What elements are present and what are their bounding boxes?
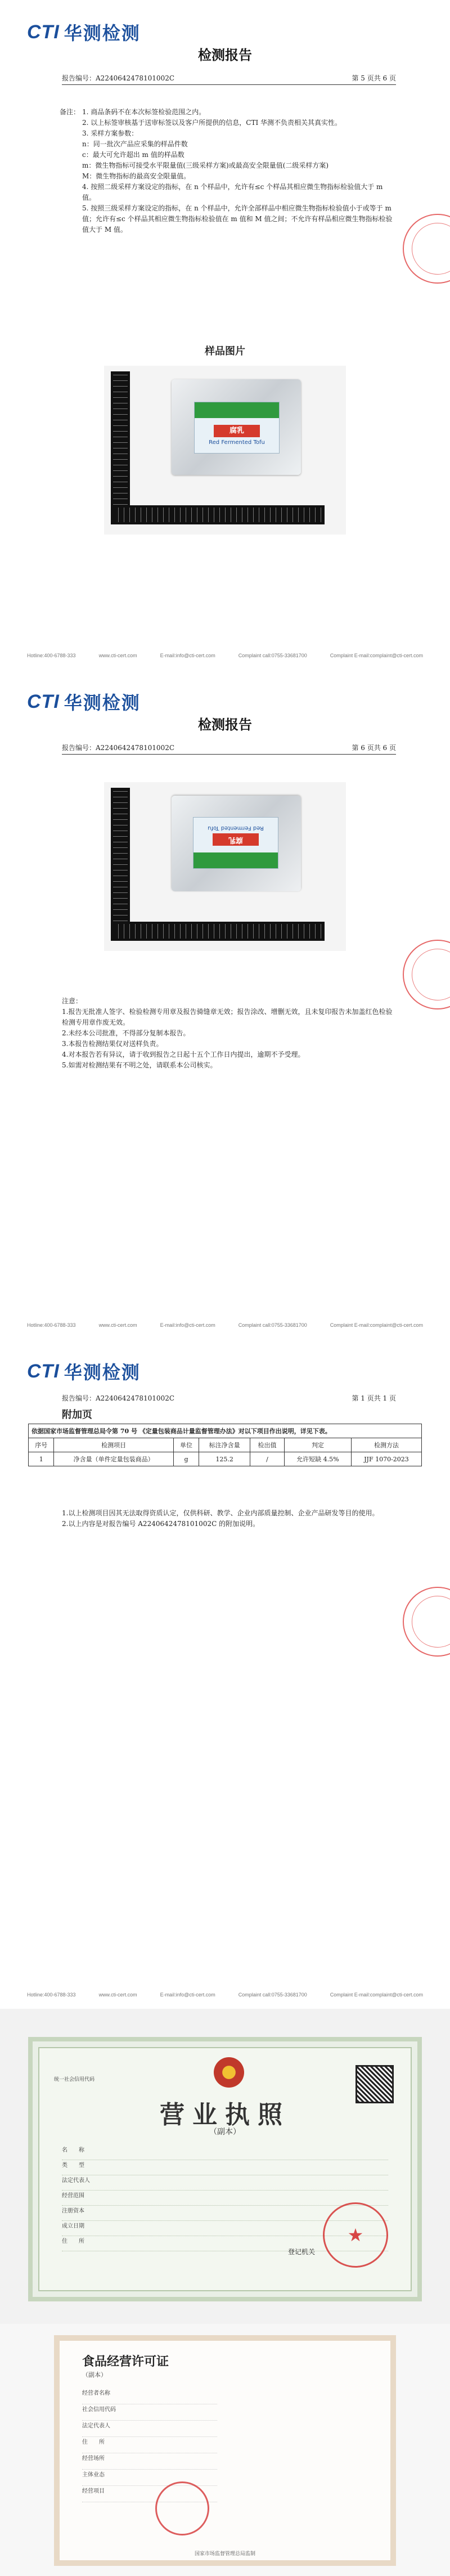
ruler-horizontal [111, 505, 325, 524]
license-field: 名 称 [62, 2145, 388, 2160]
page-footer [27, 1322, 423, 1328]
table-header-row [29, 1438, 422, 1452]
note-line: 5. 按照三级采样方案设定的指标，在 n 个样品中，允许全部样品中相应微生物指标检验值小于或等于 m 值；允许有≤c 个样品其相应微生物指标检验值在 m 值和 M 值之间；不允许有样品相应微生物指标检验值大于 M 值。 [82, 204, 393, 234]
report-page-6 [0, 670, 450, 1339]
table-cell: 净含量（单件定量包装商品） [54, 1452, 173, 1466]
logo-cn-text: 华测检测 [64, 692, 141, 713]
cti-logo [27, 1358, 141, 1384]
seal-stamp [403, 1587, 450, 1657]
table-cell: JJF 1070-2023 [351, 1452, 421, 1466]
footer-complaint: Complaint call:0755-33681700 [238, 1992, 307, 1998]
registration-authority: 登记机关 [287, 2248, 315, 2256]
footer-complaint-email: Complaint E-mail:complaint@cti-cert.com [330, 653, 423, 658]
table-cell: 1 [29, 1452, 54, 1466]
ruler-vertical [111, 788, 130, 940]
official-seal [323, 2202, 388, 2268]
report-number: 报告编号：A2240642478101002C [62, 744, 175, 752]
sample-photo [104, 366, 346, 535]
product-label [194, 402, 280, 454]
page-title: 检测报告 [198, 716, 252, 733]
logo-text: CTI [27, 1360, 60, 1382]
license-subtitle: （副本） [209, 2128, 241, 2137]
table-cell: / [250, 1452, 285, 1466]
footer-web: www.cti-cert.com [98, 653, 137, 658]
page-footer [27, 653, 423, 658]
note-line: 4. 按照二级采样方案设定的指标，在 n 个样品中，允许有≤c 个样品其相应微生物指标检验值大于 m 值。 [82, 183, 383, 201]
report-number: 报告编号：A2240642478101002C [62, 74, 175, 82]
col-header: 检出值 [250, 1438, 285, 1452]
note-line: m：微生物指标可接受水平限量值(三级采样方案)或最高安全限量值(二级采样方案) [82, 161, 329, 169]
food-license-field: 住 所 [82, 2437, 217, 2453]
notes-label: 备注： [60, 108, 80, 116]
license-field: 成立日期 [62, 2221, 388, 2236]
license-field: 法定代表人 [62, 2175, 388, 2191]
notice-line: 2.未经本公司批准，不得部分复制本报告。 [62, 1029, 190, 1037]
ruler-horizontal [111, 922, 325, 941]
results-table [28, 1424, 422, 1466]
col-header: 检测项目 [54, 1438, 173, 1452]
footer-web: www.cti-cert.com [98, 1992, 137, 1998]
note-line: M：微生物指标的最高安全限量值。 [82, 172, 191, 180]
page-number: 第 1 页共 1 页 [352, 1394, 396, 1402]
appendix-note: 1.以上检测项目因其无法取得资质认定，仅供科研、教学、企业内部质量控制、企业产品研发等目的使用。 [62, 1509, 379, 1517]
cti-logo [27, 19, 141, 45]
food-license [54, 2335, 396, 2566]
footer-complaint: Complaint call:0755-33681700 [238, 653, 307, 658]
food-license-title: 食品经营许可证 [82, 2354, 169, 2369]
page-title: 检测报告 [198, 47, 252, 63]
credit-code-label: 统一社会信用代码 [54, 2077, 95, 2083]
product-label [193, 817, 278, 869]
appendix-page [0, 1339, 450, 2009]
logo-text: CTI [27, 690, 60, 712]
page-number: 第 5 页共 6 页 [352, 74, 396, 82]
page-number: 第 6 页共 6 页 [352, 744, 396, 752]
cti-logo [27, 689, 141, 715]
seal-stamp [403, 940, 450, 1009]
note-line: c：最大可允许超出 m 值的样品数 [82, 151, 184, 159]
note-line: 3. 采样方案参数： [82, 129, 138, 137]
food-license-field: 经营场所 [82, 2453, 217, 2470]
food-license-field: 经营项目 [82, 2486, 217, 2502]
footer-complaint: Complaint call:0755-33681700 [238, 1322, 307, 1328]
food-license-footer: 国家市场监督管理总局监制 [194, 2551, 255, 2557]
note-line: n：同一批次产品应采集的样品件数 [82, 140, 188, 148]
table-cell: g [173, 1452, 199, 1466]
sample-photo [104, 782, 346, 951]
national-emblem-icon [214, 2057, 244, 2088]
report-page-5 [0, 0, 450, 670]
product-name: 腐乳 [213, 833, 259, 846]
food-license-subtitle: （副本） [82, 2371, 107, 2378]
logo-cn-text: 华测检测 [64, 23, 141, 44]
col-header: 序号 [29, 1438, 54, 1452]
notice-label: 注意： [62, 997, 83, 1005]
footer-email: E-mail:info@cti-cert.com [160, 653, 215, 658]
standard-note: 依据国家市场监督管理总局令第 70 号 《定量包装商品计量监督管理办法》对以下项目作出说明，详见下表。 [29, 1424, 422, 1438]
food-license-field: 主体业态 [82, 2470, 217, 2486]
official-seal [155, 2481, 209, 2535]
product-brand: Red Fermented Tofu [208, 825, 264, 831]
table-cell: 允许短缺 4.5% [284, 1452, 351, 1466]
business-license-page [0, 2009, 450, 2324]
license-title: 营业执照 [160, 2101, 290, 2129]
license-field: 住 所 [62, 2236, 388, 2251]
appendix-notes [62, 1508, 399, 1529]
col-header: 标注净含量 [199, 1438, 250, 1452]
food-license-field: 法定代表人 [82, 2421, 217, 2437]
license-field: 注册资本 [62, 2206, 388, 2221]
footer-complaint-email: Complaint E-mail:complaint@cti-cert.com [330, 1992, 423, 1998]
footer-email: E-mail:info@cti-cert.com [160, 1322, 215, 1328]
license-field: 经营范围 [62, 2191, 388, 2206]
note-line: 1. 商品条码不在本次标签检验范围之内。 [82, 108, 206, 116]
footer-web: www.cti-cert.com [98, 1322, 137, 1328]
report-number: 报告编号：A2240642478101002C [62, 1394, 175, 1402]
notice-line: 1.报告无批准人签字、检验检测专用章及报告骑缝章无效；报告涂改、增删无效，且未复印报告未加盖红色检验检测专用章作废无效。 [62, 1008, 393, 1026]
seal-stamp [403, 214, 450, 284]
col-header: 判定 [284, 1438, 351, 1452]
footer-complaint-email: Complaint E-mail:complaint@cti-cert.com [330, 1322, 423, 1328]
food-license-fields [82, 2388, 217, 2502]
license-field: 类 型 [62, 2160, 388, 2175]
footer-hotline: Hotline:400-6788-333 [27, 1992, 76, 1998]
notice-line: 5.如需对检测结果有不明之处，请联系本公司核实。 [62, 1061, 217, 1069]
logo-cn-text: 华测检测 [64, 1362, 141, 1383]
product-brand: Red Fermented Tofu [209, 439, 265, 446]
table-row [29, 1452, 422, 1466]
table-cell: 125.2 [199, 1452, 250, 1466]
notes-block [60, 107, 397, 235]
appendix-heading: 附加页 [62, 1409, 92, 1421]
col-header: 单位 [173, 1438, 199, 1452]
footer-hotline: Hotline:400-6788-333 [27, 653, 76, 658]
header-divider [62, 754, 396, 755]
footer-hotline: Hotline:400-6788-333 [27, 1322, 76, 1328]
footer-email: E-mail:info@cti-cert.com [160, 1992, 215, 1998]
business-license [28, 2037, 422, 2301]
photo-title: 样品图片 [205, 345, 245, 357]
ruler-vertical [111, 371, 130, 523]
food-license-field: 社会信用代码 [82, 2404, 217, 2421]
col-header: 检测方法 [351, 1438, 421, 1452]
notice-line: 3.本报告检测结果仅对送样负责。 [62, 1040, 163, 1048]
sample-bag-back [172, 796, 301, 891]
note-line: 2. 以上标签审核基于送审标签以及客户所提供的信息，CTI 华测不负责相关其真实性。 [82, 119, 342, 127]
page-footer [27, 1992, 423, 1998]
product-name: 腐乳 [214, 425, 260, 437]
logo-text: CTI [27, 21, 60, 43]
notice-block [62, 996, 394, 1071]
header-divider [62, 84, 396, 85]
notice-line: 4.对本报告若有异议，请于收到报告之日起十五个工作日内提出，逾期不予受理。 [62, 1051, 305, 1058]
food-license-field: 经营者名称 [82, 2388, 217, 2404]
sample-bag [172, 379, 301, 475]
appendix-note: 2.以上内容是对报告编号 A2240642478101002C 的附加说明。 [62, 1520, 260, 1528]
food-license-page [0, 2324, 450, 2576]
